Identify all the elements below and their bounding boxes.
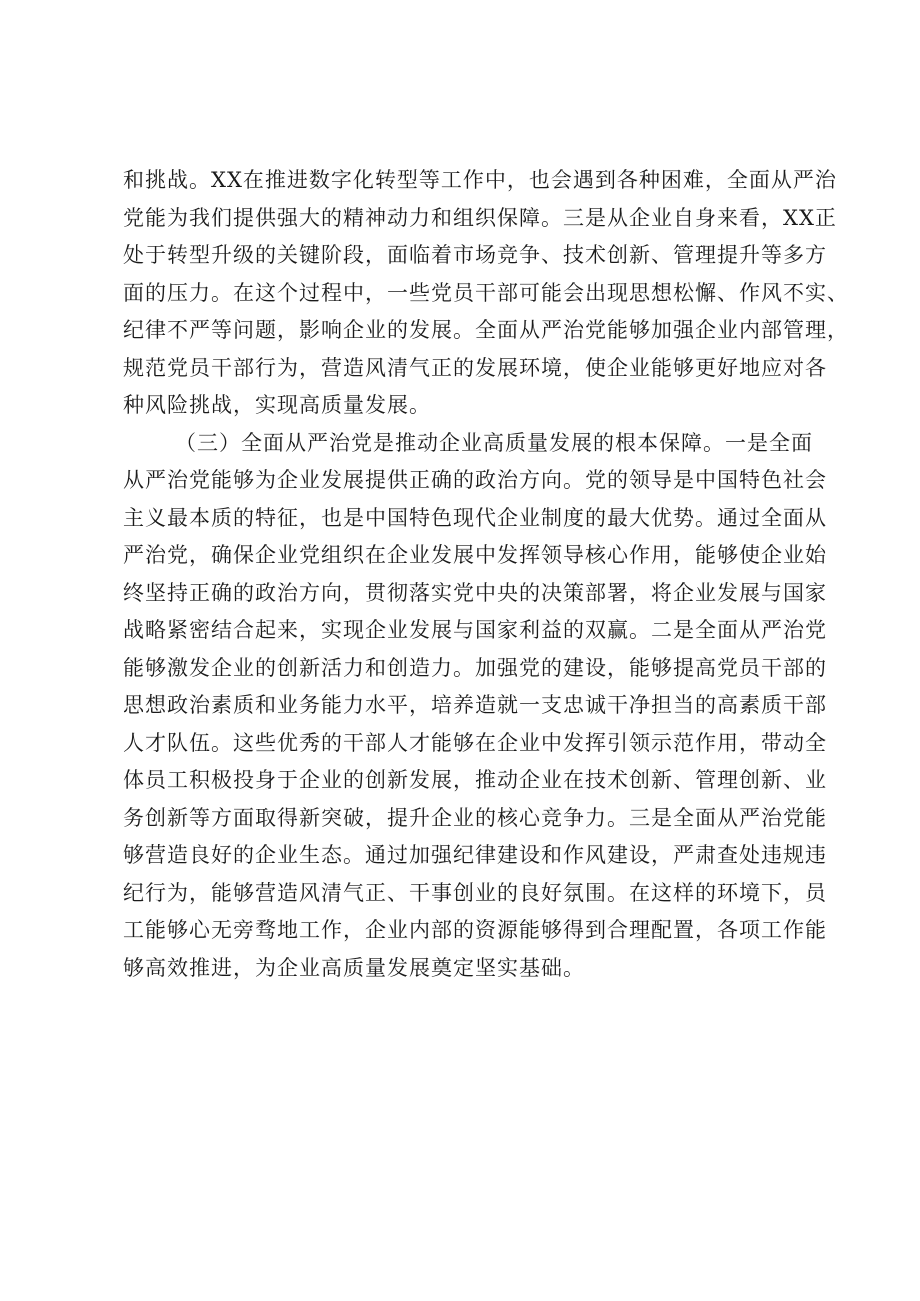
text-line: 思想政治素质和业务能力水平，培养造就一支忠诚干净担当的高素质干部: [123, 693, 827, 717]
text-line: 能够激发企业的创新活力和创造力。加强党的建设，能够提高党员干部的: [123, 655, 827, 680]
text-line: 够高效推进，为企业高质量发展奠定坚实基础。: [123, 955, 585, 980]
text-line: 主义最本质的特征，也是中国特色现代企业制度的最大优势。通过全面从: [123, 505, 827, 530]
text-line: 工能够心无旁骛地工作，企业内部的资源能够得到合理配置，各项工作能: [123, 918, 827, 942]
text-line: 纪律不严等问题，影响企业的发展。全面从严治党能够加强企业内部管理，: [123, 318, 849, 342]
text-line: 纪行为，能够营造风清气正、干事创业的良好氛围。在这样的环境下，员: [123, 880, 827, 905]
text-line: 够营造良好的企业生态。通过加强纪律建设和作风建设，严肃查处违规违: [123, 843, 827, 867]
text-line: 面的压力。在这个过程中，一些党员干部可能会出现思想松懈、作风不实、: [123, 280, 849, 305]
text-line: 务创新等方面取得新突破，提升企业的核心竞争力。三是全面从严治党能: [123, 805, 827, 830]
text-line: 人才队伍。这些优秀的干部人才能够在企业中发挥引领示范作用，带动全: [123, 730, 827, 755]
text-line: 规范党员干部行为，营造风清气正的发展环境，使企业能够更好地应对各: [123, 355, 827, 380]
text-line: 终坚持正确的政治方向，贯彻落实党中央的决策部署，将企业发展与国家: [123, 580, 827, 605]
text-line: 和挑战。XX在推进数字化转型等工作中，也会遇到各种困难，全面从严治: [123, 168, 837, 192]
text-line: 战略紧密结合起来，实现企业发展与国家利益的双赢。二是全面从严治党: [123, 618, 827, 642]
text-line: 种风险挑战，实现高质量发展。: [123, 393, 431, 417]
text-line: 党能为我们提供强大的精神动力和组织保障。三是从企业自身来看，XX正: [123, 205, 837, 230]
paragraph-2: [123, 425, 827, 988]
text-line: 从严治党能够为企业发展提供正确的政治方向。党的领导是中国特色社会: [123, 468, 827, 492]
text-line: 严治党，确保企业党组织在企业发展中发挥领导核心作用，能够使企业始: [123, 543, 827, 567]
document-body: [123, 162, 849, 987]
paragraph-1: [123, 162, 849, 425]
section-heading-line: （三）全面从严治党是推动企业高质量发展的根本保障。一是全面: [175, 430, 813, 455]
text-line: 体员工积极投身于企业的创新发展，推动企业在技术创新、管理创新、业: [123, 768, 827, 792]
text-line: 处于转型升级的关键阶段，面临着市场竞争、技术创新、管理提升等多方: [123, 243, 827, 267]
